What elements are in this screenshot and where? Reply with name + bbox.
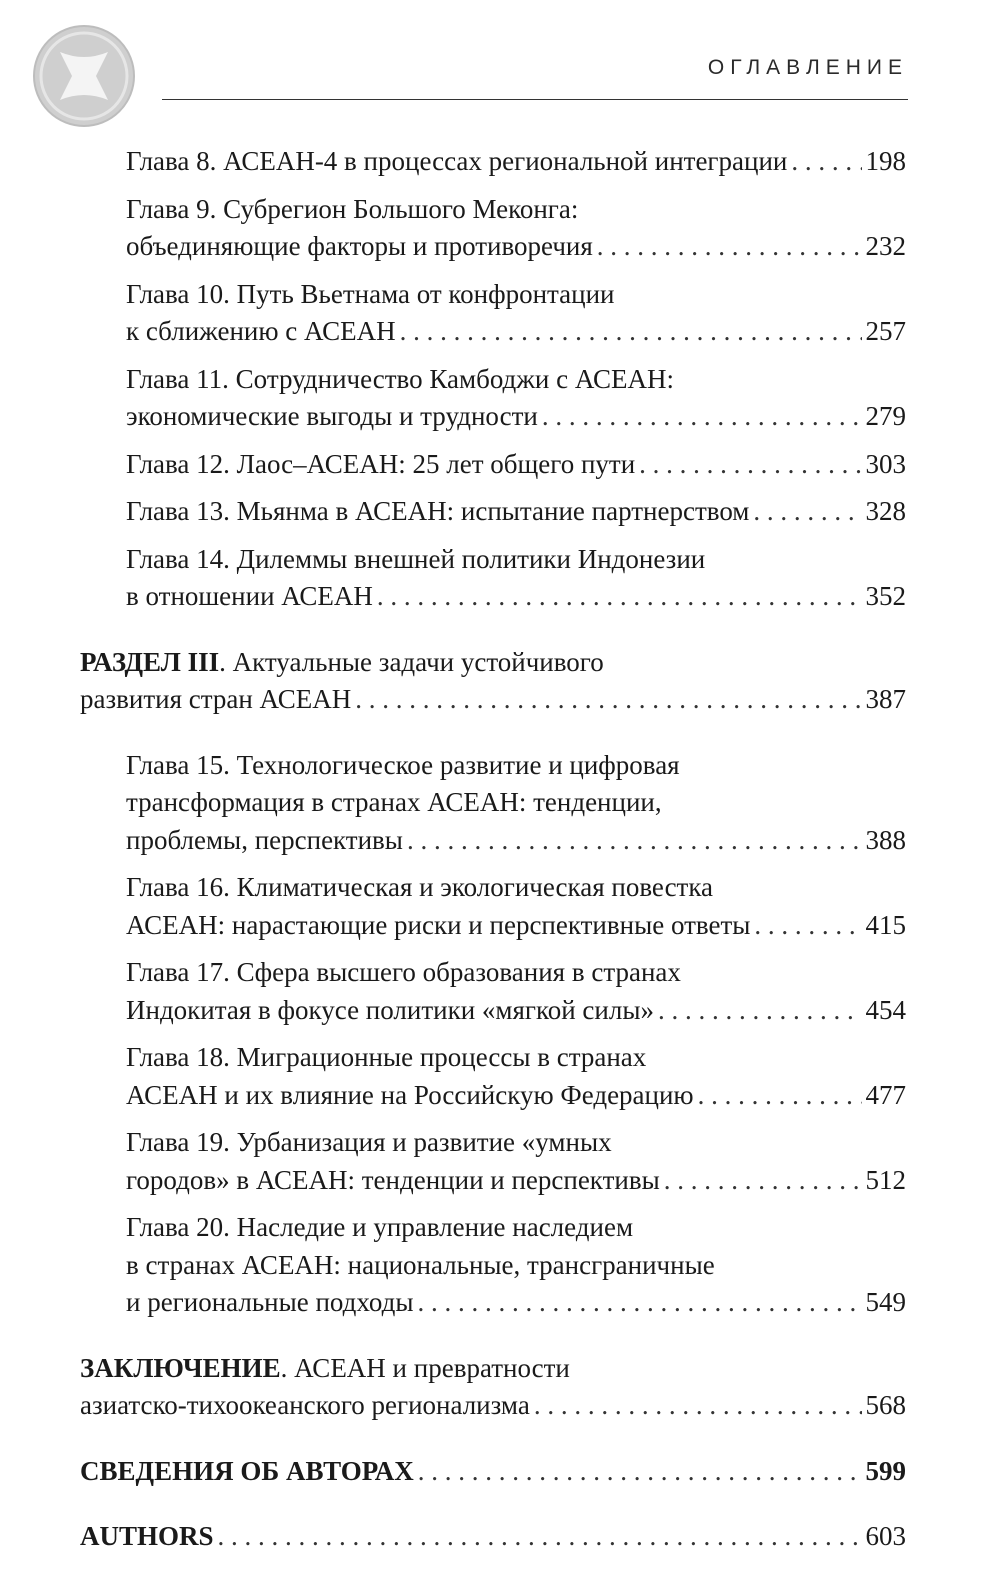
toc-entry-last-line [126,313,906,351]
toc-page-number: 279 [865,401,906,431]
toc-page-number: 352 [865,581,906,611]
toc-page-number: 387 [865,684,906,714]
toc-entry-last-line [80,1453,906,1491]
toc-entry-title [80,1518,214,1556]
toc-entry-title [126,446,635,484]
toc-section-entry[interactable] [80,644,906,719]
toc-entry-last-line [126,1077,906,1115]
asean-emblem-icon [30,22,138,130]
dot-leader [400,313,862,351]
toc-section-label: РАЗДЕЛ III [80,646,220,677]
toc-entry-title [126,822,403,860]
toc-entry-title [80,1353,570,1383]
toc-chapter-entry[interactable] [126,143,906,181]
toc-entry-text: AUTHORS [80,1521,214,1551]
toc-page-number: 328 [865,496,906,526]
toc-entry-line [126,276,906,314]
dot-leader [639,446,861,484]
toc-entry-text: городов» в АСЕАН: тенденции и перспективы [126,1164,660,1195]
toc-entry-last-line [126,446,906,484]
toc-entry-text: Глава 12. Лаос–АСЕАН: 25 лет общего пути [126,448,636,479]
toc-entry-title [80,1453,414,1491]
toc-entry-text: экономические выгоды и трудности [126,401,538,431]
toc-entry-text: . АСЕАН и превратности [280,1352,570,1383]
toc-entry-title [126,957,681,987]
toc-entry-line [126,541,906,579]
dot-leader [377,578,862,616]
toc-entry-last-line [80,1387,906,1425]
toc-chapter-entry[interactable] [126,1124,906,1199]
toc-entry-text: АСЕАН и их влияние на Российскую Федерацию [126,1079,694,1110]
toc-entry-text: Глава 14. Дилеммы внешней политики Индонезии [126,543,706,574]
toc-entry-text: АСЕАН: нарастающие риски и перспективные ответы [126,909,751,940]
dot-leader [658,992,862,1030]
toc-chapter-entry[interactable] [126,541,906,616]
toc-entry-title [126,493,749,531]
toc-entry-text: Глава 11. Сотрудничество Камбоджи с АСЕАН: [126,363,675,394]
dot-leader [597,228,862,266]
toc-entry-line [126,191,906,229]
toc-entry-text: в отношении АСЕАН [126,581,373,611]
toc-chapter-entry[interactable] [126,747,906,860]
dot-leader [534,1387,862,1425]
toc-entry-title [126,1162,660,1200]
toc-entry-title [80,681,351,719]
dot-leader [791,143,861,181]
toc-chapter-entry[interactable] [126,493,906,531]
toc-entry-last-line [80,1518,906,1556]
toc-entry-title [126,992,654,1030]
dot-leader [753,493,861,531]
toc-entry-text: Глава 9. Субрегион Большого Меконга: [126,193,579,224]
toc-chapter-entry[interactable] [126,191,906,266]
toc-chapter-entry[interactable] [126,361,906,436]
toc-page-number: 388 [865,824,906,855]
toc-entry-text: и региональные подходы [126,1287,414,1317]
toc-entry-line [126,361,906,399]
toc-chapter-entry[interactable] [126,869,906,944]
toc-entry-text: Глава 16. Климатическая и экологическая повестка [126,872,714,902]
toc-chapter-entry[interactable] [126,1039,906,1114]
toc-entry-title [126,787,662,817]
toc-entry-title [126,1077,694,1115]
dot-leader [698,1077,862,1115]
toc-entry-line [80,644,906,682]
toc-entry-text: Глава 13. Мьянма в АСЕАН: испытание партнерством [126,496,750,526]
toc-entry-line [126,747,906,785]
toc-entry-last-line [126,1162,906,1200]
toc-entry-line [126,784,906,822]
toc-entry-title [80,1387,530,1425]
toc-section-entry[interactable] [80,1518,906,1556]
toc-chapter-entry[interactable] [126,954,906,1029]
toc-entry-title [126,544,705,574]
toc-entry-last-line [126,822,906,860]
toc-chapter-entry[interactable] [126,1209,906,1322]
toc-entry-last-line [126,578,906,616]
toc-entry-text: трансформация в странах АСЕАН: тенденции, [126,787,662,817]
dot-leader [407,822,862,860]
toc-entry-line [126,869,906,907]
toc-entry-text: к сближению с АСЕАН [126,316,396,346]
toc-page-number: 549 [865,1287,906,1317]
toc-page-number: 603 [865,1521,906,1551]
toc-entry-text: объединяющие факторы и противоречия [126,231,593,261]
table-of-contents [80,143,906,1584]
toc-section-label: ЗАКЛЮЧЕНИЕ [80,1352,281,1383]
toc-page-number: 415 [865,909,906,940]
toc-entry-line [126,954,906,992]
toc-entry-title [126,872,713,902]
toc-entry-title [126,279,615,309]
toc-page-number: 198 [865,146,906,176]
toc-entry-line [126,1124,906,1162]
running-head: ОГЛАВЛЕНИЕ [707,56,908,79]
toc-chapter-entry[interactable] [126,446,906,484]
toc-entry-text: проблемы, перспективы [126,824,403,855]
toc-entry-last-line [126,398,906,436]
toc-entry-title [126,194,578,224]
toc-entry-title [126,578,373,616]
toc-entry-text: Глава 20. Наследие и управление наследием [126,1212,634,1242]
toc-entry-text: развития стран АСЕАН [80,684,352,714]
toc-section-entry[interactable] [80,1350,906,1425]
toc-entry-last-line [126,992,906,1030]
toc-entry-last-line [80,681,906,719]
toc-entry-title [126,364,674,394]
dot-leader [417,1284,861,1322]
toc-entry-text: Глава 18. Миграционные процессы в странах [126,1042,647,1072]
toc-page-number: 599 [865,1455,906,1486]
toc-entry-text: Глава 19. Урбанизация и развитие «умных [126,1127,612,1157]
toc-page-number: 477 [865,1079,906,1110]
toc-entry-text: Глава 8. АСЕАН-4 в процессах региональной интеграции [126,146,788,176]
toc-entry-line [126,1209,906,1247]
toc-entry-last-line [126,493,906,531]
toc-entry-line [80,1350,906,1388]
toc-entry-title [126,1250,715,1280]
toc-entry-text: азиатско-тихоокеанского регионализма [80,1390,530,1420]
toc-page-number: 454 [865,994,906,1025]
toc-entry-text: Индокитая в фокусе политики «мягкой силы» [126,994,654,1025]
toc-page-number: 232 [865,231,906,261]
toc-entry-title [126,1127,612,1157]
dot-leader [754,907,861,945]
toc-entry-title [126,907,750,945]
toc-chapter-entry[interactable] [126,276,906,351]
header-rule [162,99,908,100]
toc-section-entry[interactable] [80,1453,906,1491]
toc-entry-line [126,1247,906,1285]
toc-page-number: 257 [865,316,906,346]
toc-page-number: 303 [865,448,906,479]
toc-entry-title [126,143,787,181]
toc-entry-title [126,313,396,351]
dot-leader [418,1453,862,1491]
toc-page-number: 512 [865,1164,906,1195]
toc-entry-text: . Актуальные задачи устойчивого [219,646,604,677]
toc-entry-last-line [126,1284,906,1322]
toc-entry-title [126,228,593,266]
toc-entry-title [126,750,680,780]
toc-entry-text: в странах АСЕАН: национальные, трансграничные [126,1249,715,1280]
dot-leader [355,681,861,719]
toc-entry-title [126,1212,633,1242]
dot-leader [542,398,862,436]
toc-entry-line [126,1039,906,1077]
toc-entry-text: Глава 17. Сфера высшего образования в странах [126,957,681,987]
toc-entry-title [80,647,604,677]
toc-entry-title [126,1284,413,1322]
toc-entry-text: Глава 10. Путь Вьетнама от конфронтации [126,278,615,309]
toc-entry-text: СВЕДЕНИЯ ОБ АВТОРАХ [80,1455,414,1486]
toc-entry-title [126,398,538,436]
toc-entry-last-line [126,907,906,945]
toc-entry-last-line [126,228,906,266]
toc-entry-last-line [126,143,906,181]
toc-entry-text: Глава 15. Технологическое развитие и цифровая [126,749,680,780]
toc-page-number: 568 [865,1390,906,1420]
dot-leader [664,1162,862,1200]
toc-entry-title [126,1042,646,1072]
dot-leader [218,1518,862,1556]
